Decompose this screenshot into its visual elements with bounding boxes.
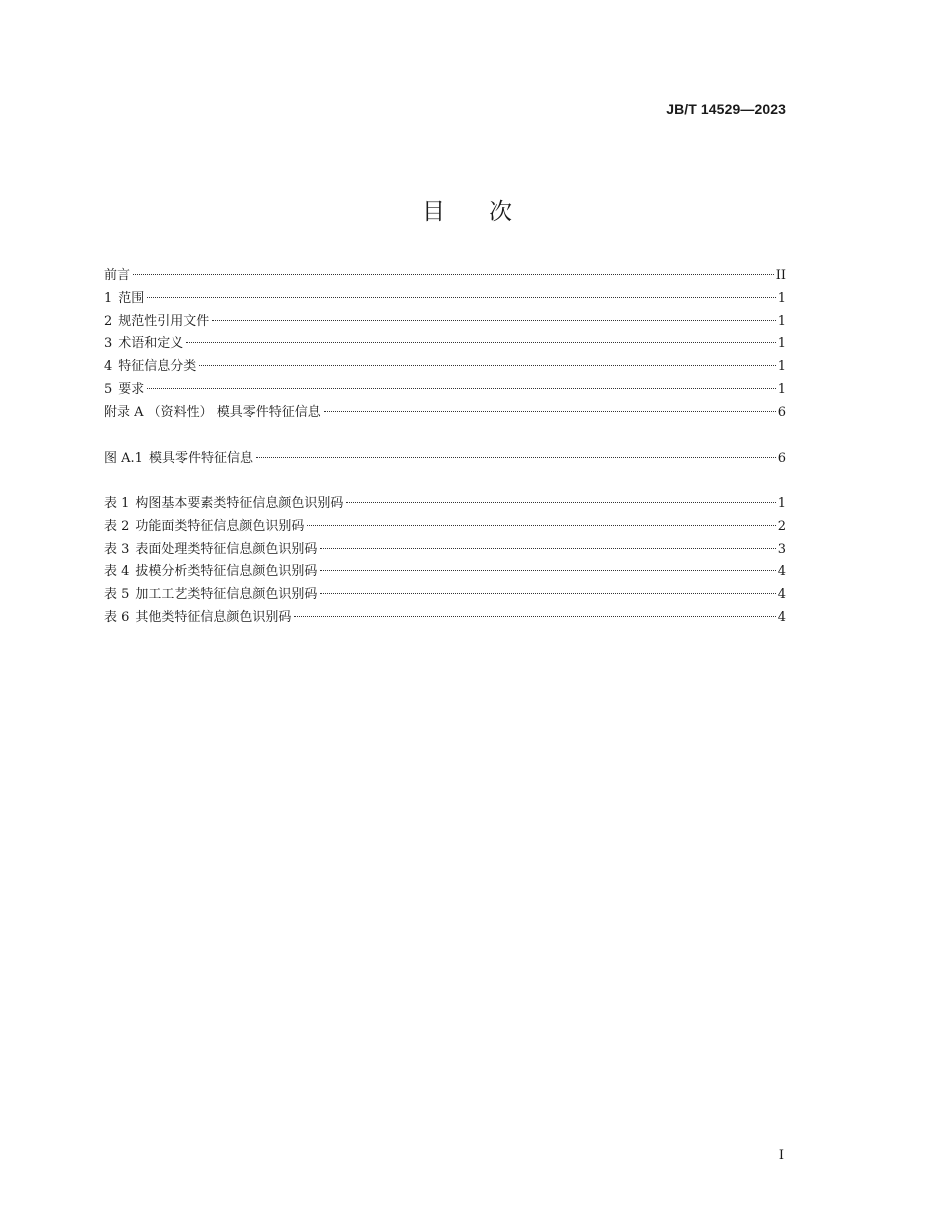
toc-entry-number: 4 <box>104 359 113 375</box>
toc-entry-page: 6 <box>777 404 786 420</box>
toc-entry[interactable] <box>104 356 786 379</box>
toc-entry-text: 规范性引用文件 <box>118 313 210 329</box>
toc-entry[interactable] <box>104 288 786 311</box>
toc-entry-number: 2 <box>104 313 113 329</box>
dot-leader <box>147 297 775 298</box>
dot-leader <box>186 342 775 343</box>
dot-leader <box>307 525 775 526</box>
toc-entry-label <box>104 607 291 630</box>
toc-entry-page: 4 <box>777 564 786 580</box>
standard-code: JB/T 14529—2023 <box>666 101 786 117</box>
toc-entry-number: 1 <box>104 290 113 306</box>
dot-leader <box>212 320 775 321</box>
toc-entry-label <box>104 584 317 607</box>
toc-entry-label <box>104 448 253 471</box>
toc-entry-number: 表 5 <box>104 587 130 603</box>
toc-table-list <box>104 493 786 630</box>
toc-entry-number: 表 4 <box>104 564 130 580</box>
toc-entry-text: 前言 <box>104 268 131 283</box>
dot-leader <box>199 365 775 366</box>
toc-entry[interactable] <box>104 311 786 334</box>
toc-entry-text: 特征信息分类 <box>118 359 197 375</box>
dot-leader <box>346 502 775 503</box>
toc-table-entry[interactable] <box>104 539 786 562</box>
toc-entry[interactable] <box>104 265 786 288</box>
toc-entry-page: 3 <box>777 541 786 557</box>
toc-entry-text: 加工工艺类特征信息颜色识别码 <box>135 587 318 603</box>
toc-entry-label <box>104 311 209 334</box>
toc-entry-page: 1 <box>777 290 786 306</box>
dot-leader <box>320 570 775 571</box>
toc-entry-label <box>104 333 183 356</box>
dot-leader <box>147 388 775 389</box>
toc-entry-label <box>104 539 317 562</box>
toc-figure-list <box>104 448 786 471</box>
toc-entry-text: 附录 A （资料性） 模具零件特征信息 <box>104 404 321 420</box>
toc-entry-label <box>104 561 317 584</box>
toc-entry-text: 其他类特征信息颜色识别码 <box>135 609 292 625</box>
toc-entry-page: II <box>775 268 786 283</box>
toc-entry-page: 6 <box>777 451 786 466</box>
toc-entry-text: 拔模分析类特征信息颜色识别码 <box>135 564 318 580</box>
dot-leader <box>320 593 775 594</box>
toc-table-entry[interactable] <box>104 561 786 584</box>
toc-entry-number: 3 <box>104 336 113 352</box>
toc-entry-label <box>104 379 144 402</box>
toc-entry-page: 1 <box>777 381 786 397</box>
toc-entry-label <box>104 356 196 379</box>
toc-entry-page: 1 <box>777 336 786 352</box>
page-title: 目次 <box>422 199 556 225</box>
toc-entry-page: 1 <box>777 313 786 329</box>
toc-main-list <box>104 265 786 425</box>
toc-entry-label <box>104 288 144 311</box>
dot-leader <box>294 616 775 617</box>
toc-entry-text: 功能面类特征信息颜色识别码 <box>135 518 305 534</box>
toc-table-entry[interactable] <box>104 607 786 630</box>
page-number: I <box>778 1148 784 1163</box>
toc-entry[interactable] <box>104 379 786 402</box>
toc-entry-page: 4 <box>777 587 786 603</box>
toc-table-entry[interactable] <box>104 516 786 539</box>
toc-table-entry[interactable] <box>104 493 786 516</box>
toc-entry-text: 模具零件特征信息 <box>148 451 253 466</box>
toc-entry-text: 表面处理类特征信息颜色识别码 <box>135 541 318 557</box>
toc-entry-text: 要求 <box>118 381 145 397</box>
toc-entry-label <box>104 265 130 288</box>
dot-leader <box>133 274 774 275</box>
toc-entry-number: 表 1 <box>104 496 130 511</box>
toc-entry-page: 1 <box>777 359 786 375</box>
toc-entry[interactable] <box>104 402 786 425</box>
toc-entry-number: 表 3 <box>104 541 130 557</box>
toc-entry[interactable] <box>104 333 786 356</box>
dot-leader <box>256 457 776 458</box>
toc-entry-label <box>104 402 321 425</box>
toc-entry-text: 术语和定义 <box>118 336 184 352</box>
toc-figure-entry[interactable] <box>104 448 786 471</box>
dot-leader <box>320 548 775 549</box>
toc-entry-number: 表 2 <box>104 518 130 534</box>
toc-entry-number: 5 <box>104 381 113 397</box>
toc-entry-number: 表 6 <box>104 609 130 625</box>
toc-entry-page: 4 <box>777 609 786 625</box>
dot-leader <box>324 411 776 412</box>
toc-entry-text: 范围 <box>118 290 145 306</box>
toc-entry-page: 1 <box>777 496 786 511</box>
toc-entry-label <box>104 516 304 539</box>
toc-entry-page: 2 <box>777 518 786 534</box>
toc-entry-text: 构图基本要素类特征信息颜色识别码 <box>135 496 344 511</box>
toc-table-entry[interactable] <box>104 584 786 607</box>
toc-entry-label <box>104 493 343 516</box>
toc-entry-number: 图 A.1 <box>104 451 143 466</box>
